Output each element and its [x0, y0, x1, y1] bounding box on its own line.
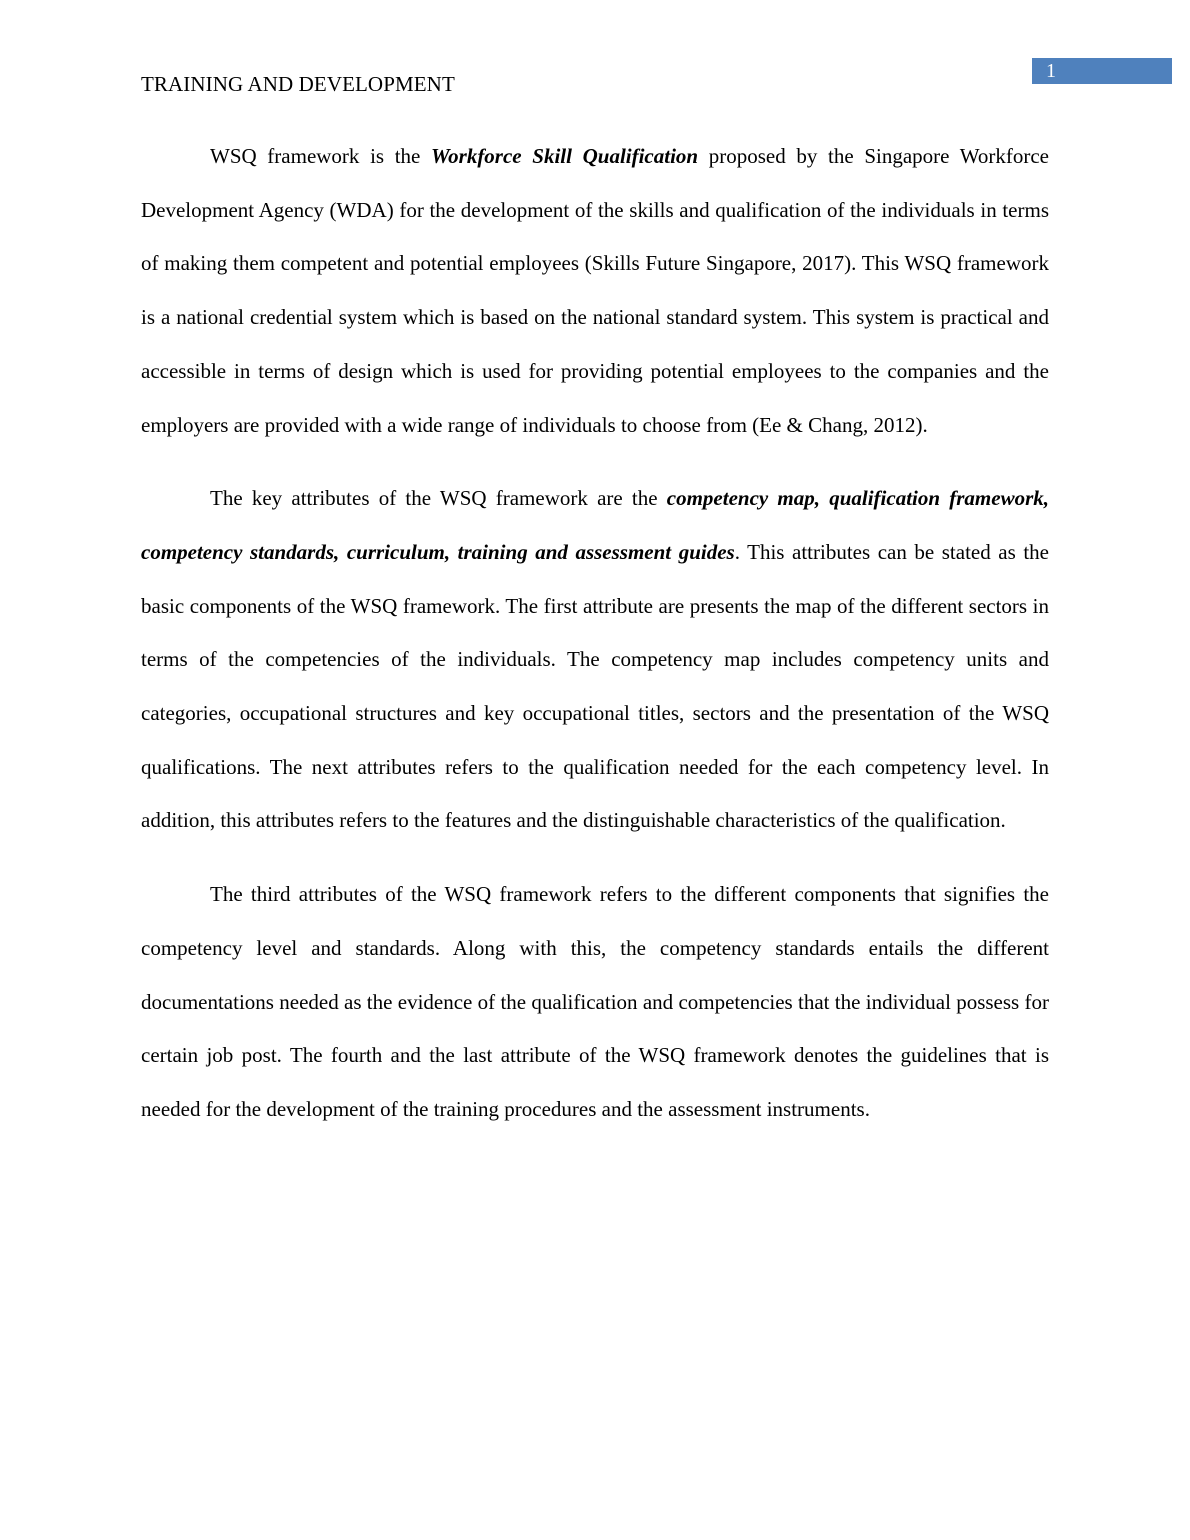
- paragraph-2-emphasis: competency map, qualification framework, competency standards, curriculum, training and assessment guides: [141, 486, 1049, 564]
- paragraph-1-text-end: proposed by the Singapore Workforce Development Agency (WDA) for the development of the skills and qualification of the individuals in terms of making them competent and potential employees (Skills Future Singapore, 2017). This WSQ framework is a national credential system which is based on the national standard system. This system is practical and accessible in terms of design which is used for providing potential employees to the companies and the employers are provided with a wide range of individuals to choose from (Ee & Chang, 2012).: [141, 144, 1049, 437]
- paragraph-1-text-start: WSQ framework is the: [210, 144, 432, 168]
- paragraph-2-text-start: The key attributes of the WSQ framework are the: [210, 486, 667, 511]
- paragraph-3-text: The third attributes of the WSQ framework refers to the different components that signifies the competency level and standards. Along with this, the competency standards entails the different documentations needed as the evidence of the qualification and competencies that the individual possess for certain job post. The fourth and the last attribute of the WSQ framework denotes the guidelines that is needed for the development of the training procedures and the assessment instruments.: [141, 882, 1049, 1121]
- paragraph-wsq-definition: [141, 130, 1049, 452]
- paragraph-1-emphasis: Workforce Skill Qualification: [431, 144, 699, 168]
- running-head: TRAINING AND DEVELOPMENT: [141, 72, 455, 96]
- paragraph-2-text-end: . This attributes can be stated as the basic components of the WSQ framework. The first attribute are presents the map of the different sectors in terms of the competencies of the individuals. The competency map includes competency units and categories, occupational structures and key occupational titles, sectors and the presentation of the WSQ qualifications. The next attributes refers to the qualification needed for the each competency level. In addition, this attributes refers to the features and the distinguishable characteristics of the qualification.: [141, 539, 1049, 833]
- document-body: [141, 130, 1049, 1157]
- page-number: 1: [1046, 60, 1056, 82]
- paragraph-key-attributes: [141, 472, 1049, 848]
- page-number-badge: [1032, 58, 1172, 84]
- paragraph-third-attribute: [141, 868, 1049, 1137]
